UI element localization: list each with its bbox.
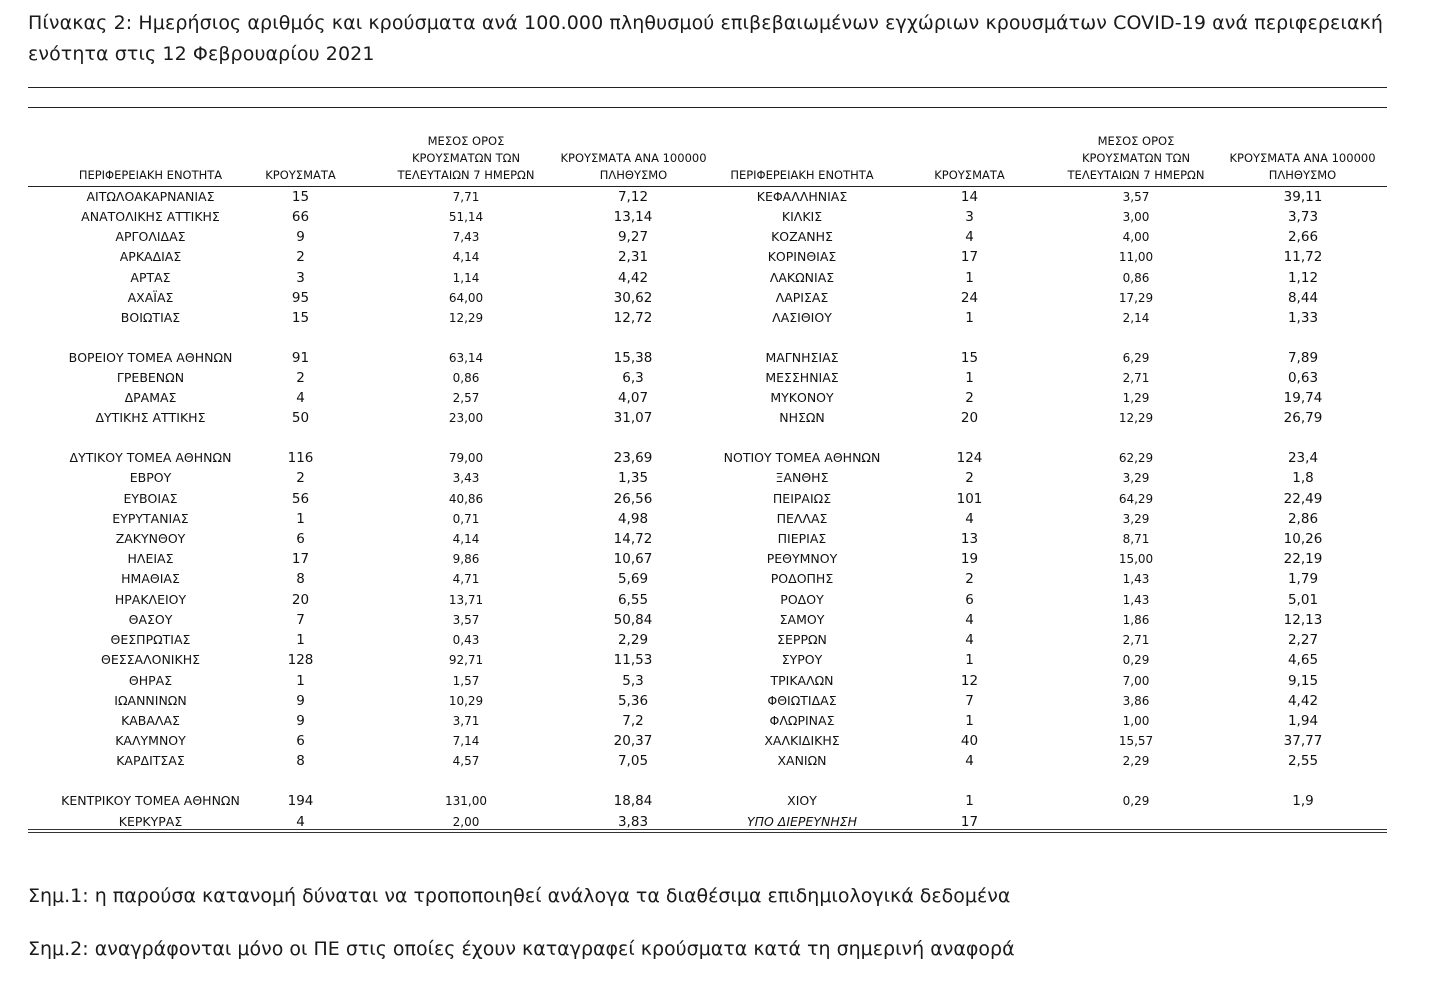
right-per100k-value: 9,15 bbox=[1287, 673, 1319, 689]
left-avg-value: 3,71 bbox=[452, 714, 480, 728]
right-cases-value: 24 bbox=[960, 290, 979, 306]
right-avg-value: 0,29 bbox=[1122, 653, 1150, 667]
right-region-name: ΣΕΡΡΩΝ bbox=[777, 632, 827, 647]
top-rule-1 bbox=[28, 87, 1387, 88]
right-region-name: ΥΠΟ ΔΙΕΡΕΥΝΗΣΗ bbox=[746, 814, 858, 829]
left-avg-value: 3,43 bbox=[452, 471, 480, 485]
left-per100k-value: 6,3 bbox=[622, 370, 644, 386]
right-avg-value: 6,29 bbox=[1122, 351, 1150, 365]
table-header bbox=[28, 128, 1387, 187]
table-row bbox=[28, 227, 1387, 247]
table-bottom-double-rule bbox=[28, 829, 1387, 833]
right-per100k-value: 0,63 bbox=[1287, 370, 1319, 386]
right-avg-value: 11,00 bbox=[1118, 250, 1154, 264]
left-per100k-value: 20,37 bbox=[613, 733, 653, 749]
table-row bbox=[28, 509, 1387, 529]
header-cases-right: ΚΡΟΥΣΜΑΤΑ bbox=[934, 168, 1005, 182]
left-cases-value: 56 bbox=[291, 491, 310, 507]
note-2: Σημ.2: αναγράφονται μόνο οι ΠΕ στις οποίες έχουν καταγραφεί κρούσματα κατά τη σημερινή αναφορά bbox=[28, 938, 1015, 960]
right-cases-value: 2 bbox=[965, 470, 974, 486]
left-avg-value: 0,86 bbox=[452, 371, 480, 385]
table-row bbox=[28, 368, 1387, 388]
right-region-name: ΦΘΙΩΤΙΔΑΣ bbox=[767, 693, 837, 708]
right-region-name: ΡΟΔΟΥ bbox=[780, 592, 824, 607]
left-avg-value: 7,14 bbox=[452, 734, 480, 748]
table-row bbox=[28, 650, 1387, 670]
right-per100k-value: 22,19 bbox=[1283, 551, 1323, 567]
right-region-name: ΠΕΙΡΑΙΩΣ bbox=[772, 491, 832, 506]
left-cases-value: 2 bbox=[296, 370, 305, 386]
right-cases-value: 1 bbox=[965, 270, 974, 286]
left-region-name: ΒΟΡΕΙΟΥ ΤΟΜΕΑ ΑΘΗΝΩΝ bbox=[68, 350, 233, 365]
left-cases-value: 95 bbox=[291, 290, 310, 306]
right-avg-value: 2,29 bbox=[1122, 754, 1150, 768]
left-region-name: ΘΑΣΟΥ bbox=[128, 612, 173, 627]
left-per100k-value: 5,36 bbox=[617, 693, 649, 709]
right-cases-value: 4 bbox=[965, 612, 974, 628]
left-per100k-value: 14,72 bbox=[613, 531, 653, 547]
right-avg-value: 7,00 bbox=[1122, 674, 1150, 688]
right-per100k-value: 7,89 bbox=[1287, 350, 1319, 366]
left-region-name: ΔΥΤΙΚΗΣ ΑΤΤΙΚΗΣ bbox=[95, 410, 206, 425]
left-cases-value: 4 bbox=[296, 390, 305, 406]
left-cases-value: 7 bbox=[296, 612, 305, 628]
left-per100k-value: 10,67 bbox=[613, 551, 653, 567]
right-avg-value: 3,86 bbox=[1122, 694, 1150, 708]
left-per100k-value: 6,55 bbox=[617, 592, 649, 608]
left-region-name: ΚΑΒΑΛΑΣ bbox=[121, 713, 180, 728]
right-cases-value: 4 bbox=[965, 229, 974, 245]
right-avg-value: 3,29 bbox=[1122, 471, 1150, 485]
right-region-name: ΧΑΛΚΙΔΙΚΗΣ bbox=[764, 733, 840, 748]
left-per100k-value: 2,31 bbox=[617, 249, 649, 265]
note-1: Σημ.1: η παρούσα κατανομή δύναται να τροποποιηθεί ανάλογα τα διαθέσιμα επιδημιολογικά δεδομένα bbox=[28, 885, 1011, 907]
left-cases-value: 128 bbox=[287, 652, 314, 668]
header-avg-left: ΜΕΣΟΣ ΟΡΟΣ ΚΡΟΥΣΜΑΤΩΝ ΤΩΝ ΤΕΛΕΥΤΑΙΩΝ 7 ΗΜΕΡΩΝ bbox=[397, 134, 535, 182]
left-region-name: ΕΒΡΟΥ bbox=[129, 470, 172, 485]
left-per100k-value: 13,14 bbox=[613, 209, 653, 225]
left-cases-value: 66 bbox=[291, 209, 310, 225]
right-avg-value: 2,71 bbox=[1122, 371, 1150, 385]
header-region-left: ΠΕΡΙΦΕΡΕΙΑΚΗ ΕΝΟΤΗΤΑ bbox=[78, 168, 223, 182]
left-cases-value: 194 bbox=[287, 793, 314, 809]
right-region-name: ΠΙΕΡΙΑΣ bbox=[777, 531, 827, 546]
right-avg-value: 1,86 bbox=[1122, 613, 1150, 627]
left-avg-value: 7,71 bbox=[452, 190, 480, 204]
right-per100k-value: 10,26 bbox=[1283, 531, 1323, 547]
left-per100k-value: 7,05 bbox=[617, 753, 649, 769]
table-row bbox=[28, 348, 1387, 368]
left-avg-value: 9,86 bbox=[452, 552, 480, 566]
table-row bbox=[28, 207, 1387, 227]
left-region-name: ΔΡΑΜΑΣ bbox=[124, 390, 177, 405]
right-cases-value: 2 bbox=[965, 390, 974, 406]
right-region-name: ΚΟΡΙΝΘΙΑΣ bbox=[767, 249, 837, 264]
right-avg-value: 0,29 bbox=[1122, 794, 1150, 808]
left-region-name: ΑΡΚΑΔΙΑΣ bbox=[119, 249, 182, 264]
left-avg-value: 79,00 bbox=[448, 451, 484, 465]
right-avg-value: 0,86 bbox=[1122, 271, 1150, 285]
right-avg-value: 3,57 bbox=[1122, 190, 1150, 204]
header-cases-left: ΚΡΟΥΣΜΑΤΑ bbox=[265, 168, 336, 182]
right-region-name: ΣΑΜΟΥ bbox=[779, 612, 825, 627]
left-region-name: ΔΥΤΙΚΟΥ ΤΟΜΕΑ ΑΘΗΝΩΝ bbox=[69, 450, 232, 465]
right-avg-value: 15,00 bbox=[1118, 552, 1154, 566]
covid-regions-table bbox=[28, 128, 1387, 830]
right-cases-value: 1 bbox=[965, 310, 974, 326]
right-per100k-value: 4,65 bbox=[1287, 652, 1319, 668]
right-per100k-value: 19,74 bbox=[1283, 390, 1323, 406]
table-row bbox=[28, 247, 1387, 267]
right-cases-value: 12 bbox=[960, 673, 979, 689]
header-region-right: ΠΕΡΙΦΕΡΕΙΑΚΗ ΕΝΟΤΗΤΑ bbox=[730, 168, 874, 182]
header-per100k-left: ΚΡΟΥΣΜΑΤΑ ΑΝΑ 100000 ΠΛΗΘΥΣΜΟ bbox=[560, 151, 707, 182]
left-cases-value: 17 bbox=[291, 551, 310, 567]
left-avg-value: 3,57 bbox=[452, 613, 480, 627]
right-avg-value: 1,43 bbox=[1122, 593, 1150, 607]
right-per100k-value: 12,13 bbox=[1283, 612, 1323, 628]
left-avg-value: 4,14 bbox=[452, 532, 480, 546]
right-region-name: ΚΕΦΑΛΛΗΝΙΑΣ bbox=[756, 189, 848, 204]
left-avg-value: 0,71 bbox=[452, 512, 480, 526]
right-region-name: ΦΛΩΡΙΝΑΣ bbox=[769, 713, 835, 728]
left-per100k-value: 1,35 bbox=[617, 470, 649, 486]
right-avg-value: 64,29 bbox=[1118, 492, 1154, 506]
left-per100k-value: 18,84 bbox=[613, 793, 653, 809]
left-per100k-value: 11,53 bbox=[613, 652, 653, 668]
left-cases-value: 15 bbox=[291, 310, 310, 326]
right-cases-value: 4 bbox=[965, 753, 974, 769]
left-avg-value: 10,29 bbox=[448, 694, 484, 708]
right-region-name: ΜΕΣΣΗΝΙΑΣ bbox=[765, 370, 839, 385]
left-region-name: ΒΟΙΩΤΙΑΣ bbox=[120, 310, 181, 325]
right-per100k-value: 1,94 bbox=[1287, 713, 1319, 729]
right-avg-value: 3,29 bbox=[1122, 512, 1150, 526]
header-avg-right: ΜΕΣΟΣ ΟΡΟΣ ΚΡΟΥΣΜΑΤΩΝ ΤΩΝ ΤΕΛΕΥΤΑΙΩΝ 7 ΗΜΕΡΩΝ bbox=[1067, 134, 1205, 182]
left-per100k-value: 3,83 bbox=[617, 814, 649, 830]
right-region-name: ΚΟΖΑΝΗΣ bbox=[771, 229, 833, 244]
table-row bbox=[28, 691, 1387, 711]
right-avg-value: 12,29 bbox=[1118, 411, 1154, 425]
table-row bbox=[28, 569, 1387, 589]
left-region-name: ΘΕΣΠΡΩΤΙΑΣ bbox=[110, 632, 191, 647]
left-region-name: ΚΑΡΔΙΤΣΑΣ bbox=[116, 753, 185, 768]
left-cases-value: 4 bbox=[296, 814, 305, 830]
left-avg-value: 63,14 bbox=[448, 351, 484, 365]
table-caption bbox=[28, 8, 1436, 70]
right-region-name: ΛΑΡΙΣΑΣ bbox=[775, 290, 829, 305]
right-avg-value: 3,00 bbox=[1122, 210, 1150, 224]
left-per100k-value: 12,72 bbox=[613, 310, 653, 326]
left-cases-value: 3 bbox=[296, 270, 305, 286]
right-per100k-value: 37,77 bbox=[1283, 733, 1323, 749]
caption-line-1: Πίνακας 2: Ημερήσιος αριθμός και κρούσματα ανά 100.000 πληθυσμού επιβεβαιωμένων εγχώριων κρουσμάτων COVID-19 ανά περιφερειακή bbox=[28, 12, 1384, 34]
left-region-name: ΘΗΡΑΣ bbox=[128, 673, 173, 688]
left-avg-value: 4,14 bbox=[452, 250, 480, 264]
table-row bbox=[28, 529, 1387, 549]
right-cases-value: 40 bbox=[960, 733, 979, 749]
right-cases-value: 20 bbox=[960, 410, 979, 426]
right-cases-value: 14 bbox=[960, 189, 979, 205]
right-region-name: ΛΑΣΙΘΙΟΥ bbox=[772, 310, 832, 325]
right-region-name: ΡΟΔΟΠΗΣ bbox=[770, 571, 834, 586]
right-region-name: ΚΙΛΚΙΣ bbox=[781, 209, 823, 224]
right-region-name: ΛΑΚΩΝΙΑΣ bbox=[769, 270, 835, 285]
table-row bbox=[28, 590, 1387, 610]
left-region-name: ΙΩΑΝΝΙΝΩΝ bbox=[114, 693, 187, 708]
left-cases-value: 1 bbox=[296, 511, 305, 527]
right-region-name: ΤΡΙΚΑΛΩΝ bbox=[770, 673, 834, 688]
table-row bbox=[28, 268, 1387, 288]
left-cases-value: 116 bbox=[287, 450, 314, 466]
left-per100k-value: 26,56 bbox=[613, 491, 653, 507]
left-per100k-value: 50,84 bbox=[613, 612, 653, 628]
table-row bbox=[28, 408, 1387, 428]
left-per100k-value: 7,2 bbox=[622, 713, 644, 729]
left-avg-value: 40,86 bbox=[448, 492, 484, 506]
right-cases-value: 19 bbox=[960, 551, 979, 567]
right-per100k-value: 26,79 bbox=[1283, 410, 1323, 426]
right-per100k-value: 11,72 bbox=[1283, 249, 1323, 265]
left-cases-value: 8 bbox=[296, 571, 305, 587]
right-per100k-value: 8,44 bbox=[1287, 290, 1319, 306]
left-avg-value: 12,29 bbox=[448, 311, 484, 325]
right-cases-value: 101 bbox=[956, 491, 983, 507]
right-per100k-value: 1,9 bbox=[1292, 793, 1314, 809]
left-cases-value: 9 bbox=[296, 693, 305, 709]
right-per100k-value: 2,66 bbox=[1287, 229, 1319, 245]
right-cases-value: 1 bbox=[965, 713, 974, 729]
right-region-name: ΜΑΓΝΗΣΙΑΣ bbox=[765, 350, 839, 365]
left-region-name: ΕΥΒΟΙΑΣ bbox=[123, 491, 178, 506]
table-row bbox=[28, 388, 1387, 408]
table-row bbox=[28, 489, 1387, 509]
right-per100k-value: 1,79 bbox=[1287, 571, 1319, 587]
table-row bbox=[28, 630, 1387, 650]
left-cases-value: 50 bbox=[291, 410, 310, 426]
table-row bbox=[28, 308, 1387, 328]
left-avg-value: 92,71 bbox=[448, 653, 484, 667]
right-avg-value: 15,57 bbox=[1118, 734, 1154, 748]
left-avg-value: 131,00 bbox=[445, 794, 487, 808]
right-per100k-value: 5,01 bbox=[1287, 592, 1319, 608]
left-per100k-value: 4,98 bbox=[617, 511, 649, 527]
left-per100k-value: 5,3 bbox=[622, 673, 644, 689]
table-row bbox=[28, 448, 1387, 468]
table-row bbox=[28, 671, 1387, 691]
left-avg-value: 51,14 bbox=[448, 210, 484, 224]
right-per100k-value: 22,49 bbox=[1283, 491, 1323, 507]
table-row bbox=[28, 610, 1387, 630]
left-region-name: ΖΑΚΥΝΘΟΥ bbox=[115, 531, 186, 546]
right-avg-value: 8,71 bbox=[1122, 532, 1150, 546]
left-cases-value: 6 bbox=[296, 531, 305, 547]
left-cases-value: 15 bbox=[291, 189, 310, 205]
table-row bbox=[28, 187, 1387, 207]
left-region-name: ΗΜΑΘΙΑΣ bbox=[121, 571, 180, 586]
right-avg-value: 17,29 bbox=[1118, 291, 1154, 305]
right-per100k-value: 2,27 bbox=[1287, 632, 1319, 648]
left-avg-value: 4,71 bbox=[452, 572, 480, 586]
left-cases-value: 9 bbox=[296, 229, 305, 245]
right-avg-value: 62,29 bbox=[1118, 451, 1154, 465]
right-region-name: ΣΥΡΟΥ bbox=[781, 652, 823, 667]
table-row bbox=[28, 468, 1387, 488]
right-avg-value: 1,00 bbox=[1122, 714, 1150, 728]
right-cases-value: 1 bbox=[965, 652, 974, 668]
right-per100k-value: 3,73 bbox=[1287, 209, 1319, 225]
right-region-name: ΧΑΝΙΩΝ bbox=[777, 753, 827, 768]
right-per100k-value: 4,42 bbox=[1287, 693, 1319, 709]
top-rule-2 bbox=[28, 107, 1387, 108]
left-region-name: ΗΛΕΙΑΣ bbox=[127, 551, 174, 566]
right-region-name: ΠΕΛΛΑΣ bbox=[776, 511, 828, 526]
left-per100k-value: 23,69 bbox=[613, 450, 653, 466]
right-region-name: ΜΥΚΟΝΟΥ bbox=[770, 390, 834, 405]
left-cases-value: 9 bbox=[296, 713, 305, 729]
left-per100k-value: 4,42 bbox=[617, 270, 649, 286]
left-region-name: ΑΙΤΩΛΟΑΚΑΡΝΑΝΙΑΣ bbox=[86, 189, 215, 204]
left-cases-value: 20 bbox=[291, 592, 310, 608]
left-region-name: ΑΡΓΟΛΙΔΑΣ bbox=[115, 229, 186, 244]
right-avg-value: 4,00 bbox=[1122, 230, 1150, 244]
table-row bbox=[28, 731, 1387, 751]
right-per100k-value: 2,55 bbox=[1287, 753, 1319, 769]
right-cases-value: 3 bbox=[965, 209, 974, 225]
right-per100k-value: 1,8 bbox=[1292, 470, 1314, 486]
left-per100k-value: 9,27 bbox=[617, 229, 649, 245]
table-row bbox=[28, 791, 1387, 811]
left-avg-value: 1,14 bbox=[452, 271, 480, 285]
right-avg-value: 1,29 bbox=[1122, 391, 1150, 405]
left-avg-value: 4,57 bbox=[452, 754, 480, 768]
table-row bbox=[28, 711, 1387, 731]
left-avg-value: 23,00 bbox=[448, 411, 484, 425]
left-avg-value: 1,57 bbox=[452, 674, 480, 688]
right-region-name: ΧΙΟΥ bbox=[787, 793, 817, 808]
left-region-name: ΕΥΡΥΤΑΝΙΑΣ bbox=[112, 511, 189, 526]
left-per100k-value: 15,38 bbox=[613, 350, 653, 366]
right-cases-value: 6 bbox=[965, 592, 974, 608]
right-cases-value: 4 bbox=[965, 511, 974, 527]
right-cases-value: 4 bbox=[965, 632, 974, 648]
table-row bbox=[28, 288, 1387, 308]
left-per100k-value: 7,12 bbox=[617, 189, 649, 205]
right-per100k-value: 1,12 bbox=[1287, 270, 1319, 286]
header-per100k-right: ΚΡΟΥΣΜΑΤΑ ΑΝΑ 100000 ΠΛΗΘΥΣΜΟ bbox=[1229, 151, 1376, 182]
right-region-name: ΡΕΘΥΜΝΟΥ bbox=[766, 551, 838, 566]
left-avg-value: 7,43 bbox=[452, 230, 480, 244]
left-per100k-value: 30,62 bbox=[613, 290, 653, 306]
left-region-name: ΘΕΣΣΑΛΟΝΙΚΗΣ bbox=[100, 652, 200, 667]
right-avg-value: 2,71 bbox=[1122, 633, 1150, 647]
left-cases-value: 2 bbox=[296, 249, 305, 265]
left-avg-value: 0,43 bbox=[452, 633, 480, 647]
table-row bbox=[28, 549, 1387, 569]
left-cases-value: 6 bbox=[296, 733, 305, 749]
left-cases-value: 1 bbox=[296, 673, 305, 689]
right-region-name: ΝΗΣΩΝ bbox=[779, 410, 825, 425]
right-avg-value: 2,14 bbox=[1122, 311, 1150, 325]
left-region-name: ΑΝΑΤΟΛΙΚΗΣ ΑΤΤΙΚΗΣ bbox=[81, 209, 220, 224]
left-region-name: ΚΑΛΥΜΝΟΥ bbox=[115, 733, 186, 748]
right-cases-value: 13 bbox=[960, 531, 979, 547]
left-avg-value: 2,00 bbox=[452, 815, 480, 829]
right-avg-value: 1,43 bbox=[1122, 572, 1150, 586]
right-per100k-value: 2,86 bbox=[1287, 511, 1319, 527]
left-cases-value: 2 bbox=[296, 470, 305, 486]
right-cases-value: 1 bbox=[965, 370, 974, 386]
left-per100k-value: 31,07 bbox=[613, 410, 653, 426]
right-per100k-value: 39,11 bbox=[1283, 189, 1323, 205]
right-cases-value: 17 bbox=[960, 249, 979, 265]
left-region-name: ΗΡΑΚΛΕΙΟΥ bbox=[114, 592, 187, 607]
right-per100k-value: 23,4 bbox=[1287, 450, 1319, 466]
left-region-name: ΓΡΕΒΕΝΩΝ bbox=[116, 370, 185, 385]
right-cases-value: 17 bbox=[960, 814, 979, 830]
right-region-name: ΝΟΤΙΟΥ ΤΟΜΕΑ ΑΘΗΝΩΝ bbox=[723, 450, 881, 465]
table-row bbox=[28, 751, 1387, 771]
left-avg-value: 13,71 bbox=[448, 593, 484, 607]
left-avg-value: 64,00 bbox=[448, 291, 484, 305]
left-per100k-value: 5,69 bbox=[617, 571, 649, 587]
caption-line-2: ενότητα στις 12 Φεβρουαρίου 2021 bbox=[28, 43, 375, 65]
left-region-name: ΑΡΤΑΣ bbox=[130, 270, 171, 285]
left-per100k-value: 4,07 bbox=[617, 390, 649, 406]
right-per100k-value: 1,33 bbox=[1287, 310, 1319, 326]
left-region-name: ΚΕΝΤΡΙΚΟΥ ΤΟΜΕΑ ΑΘΗΝΩΝ bbox=[61, 793, 240, 808]
right-region-name: ΞΑΝΘΗΣ bbox=[775, 470, 829, 485]
left-avg-value: 2,57 bbox=[452, 391, 480, 405]
left-region-name: ΚΕΡΚΥΡΑΣ bbox=[118, 814, 183, 829]
right-cases-value: 15 bbox=[960, 350, 979, 366]
right-cases-value: 7 bbox=[965, 693, 974, 709]
right-cases-value: 124 bbox=[956, 450, 983, 466]
left-per100k-value: 2,29 bbox=[617, 632, 649, 648]
left-cases-value: 1 bbox=[296, 632, 305, 648]
right-cases-value: 1 bbox=[965, 793, 974, 809]
left-region-name: ΑΧΑΪΑΣ bbox=[127, 290, 174, 305]
left-cases-value: 8 bbox=[296, 753, 305, 769]
right-cases-value: 2 bbox=[965, 571, 974, 587]
left-cases-value: 91 bbox=[291, 350, 310, 366]
